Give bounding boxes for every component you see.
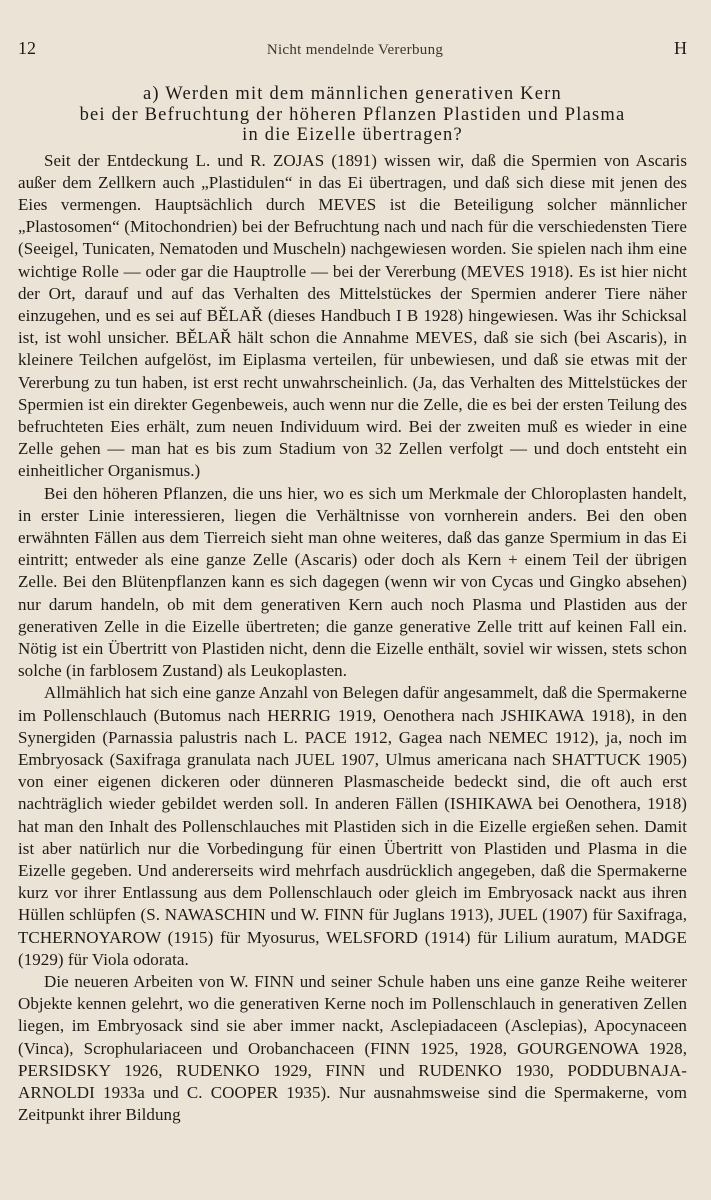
page-number: 12 <box>18 38 36 58</box>
section-heading-line-1: a) Werden mit dem männlichen generativen Kern <box>143 84 562 104</box>
section-heading-line-2: bei der Befruchtung der höheren Pflanzen Plastiden und Plasma <box>79 104 626 125</box>
running-head <box>18 38 687 62</box>
paragraph-1: Seit der Entdeckung L. und R. ZOJAS (1891) wissen wir, daß die Spermien von Ascaris außer dem Zellkern auch „Plastidulen“ in das Ei übertragen, und daß sich diese mit jenen des Eies vermengen. Hauptsächlich durch MEVES ist die Beteiligung solcher männlicher „Plastosomen“ (Mitochondrien) bei der Befruchtung nach und nach für die verschiedensten Tiere (Seeigel, Tunicaten, Nematoden und Muscheln) nachgewiesen worden. Sie spielen nach ihm eine wichtige Rolle — oder gar die Hauptrolle — bei der Vererbung (MEVES 1918). Es ist hier nicht der Ort, darauf und auf das Verhalten des Mittelstückes der Spermien anderer Tiere näher einzugehen, und es sei auf BĚLAŘ (dieses Handbuch I B 1928) hingewiesen. Was ihr Schicksal ist, ist wohl unsicher. BĚLAŘ hält schon die Annahme MEVES, daß sie sich (bei Ascaris), in kleinere Teilchen aufgelöst, im Eiplasma verteilen, für unbewiesen, und daß sie etwas mit der Vererbung zu tun haben, ist erst recht unwahrscheinlich. (Ja, das Verhalten des Mittelstückes der Spermien ist ein direkter Gegenbeweis, auch wenn nur die Zelle, die es bei der ersten Teilung des befruchteten Eies erhält, zum neuen Individuum wird. Bei der zweiten muß es wieder in eine Zelle gehen — man hat es bis zum Stadium von 32 Zellen verfolgt — und doch entsteht ein einheitlicher Organismus.) <box>18 150 687 481</box>
section-letter: H <box>674 38 687 58</box>
paragraph-2: Bei den höheren Pflanzen, die uns hier, wo es sich um Merkmale der Chloroplasten handelt, in erster Linie interessieren, liegen die Verhältnisse von vornherein anders. Bei den oben erwähnten Fällen aus dem Tierreich sieht man ohne weiteres, daß das ganze Spermium in das Ei eintritt; entweder als eine ganze Zelle (Ascaris) oder doch als Kern + einem Teil der übrigen Zelle. Bei den Blütenpflanzen kann es sich dagegen (wenn wir von Cycas und Gingko absehen) nur darum handeln, ob mit dem generativen Kern auch noch Plasma und Plastiden aus der generativen Zelle in die Eizelle übertreten; die ganze generative Zelle tritt auf keinen Fall ein. Nötig ist ein Übertritt von Plastiden nicht, denn die Eizelle enthält, soviel wir wissen, stets schon solche (in farblosem Zustand) als Leukoplasten. <box>18 483 687 681</box>
section-heading <box>18 84 687 146</box>
section-heading-line-3: in die Eizelle übertragen? <box>242 125 463 145</box>
paragraph-3: Allmählich hat sich eine ganze Anzahl von Belegen dafür angesammelt, daß die Spermakerne im Pollenschlauch (Butomus nach HERRIG 1919, Oenothera nach JSHIKAWA 1918), in den Synergiden (Parnassia palustris nach L. PACE 1912, Gagea nach NEMEC 1912), ja, noch im Embryosack (Saxifraga granulata nach JUEL 1907, Ulmus americana nach SHATTUCK 1905) von einer eigenen dickeren oder dünneren Plasmascheide bedeckt sind, die oft auch erst nachträglich wieder gebildet werden soll. In anderen Fällen (ISHIKAWA bei Oenothera, 1918) hat man den Inhalt des Pollenschlauches mit Plastiden sich in die Eizelle ergießen sehen. Damit ist aber natürlich nur die Vorbedingung für einen Übertritt von Plastiden und Plasma in die Eizelle gegeben. Und andererseits wird mehrfach ausdrücklich angegeben, daß die Spermakerne kurz vor ihrer Entlassung aus dem Pollenschlauch oder gleich im Embryosack nackt aus ihren Hüllen schlüpfen (S. NAWASCHIN und W. FINN für Juglans 1913), JUEL (1907) für Saxifraga, TCHERNOYAROW (1915) für Myosurus, WELSFORD (1914) für Lilium auratum, MADGE (1929) für Viola odorata. <box>18 683 687 969</box>
paragraph-4: Die neueren Arbeiten von W. FINN und seiner Schule haben uns eine ganze Reihe weiterer Objekte kennen gelehrt, wo die generativen Kerne noch im Pollenschlauch in generativen Zellen liegen, im Embryosack sind sie aber immer nackt, Asclepiadaceen (Asclepias), Apocynaceen (Vinca), Scrophulariaceen und Orobanchaceen (FINN 1925, 1928, GOURGENOWA 1928, PERSIDSKY 1926, RUDENKO 1929, FINN und RUDENKO 1930, PODDUBNAJA-ARNOLDI 1933a und C. COOPER 1935). Nur ausnahmsweise sind die Spermakerne, vom Zeitpunkt ihrer Bildung <box>18 972 687 1125</box>
running-title: Nicht mendelnde Vererbung <box>266 42 444 58</box>
body-text <box>18 150 687 1127</box>
